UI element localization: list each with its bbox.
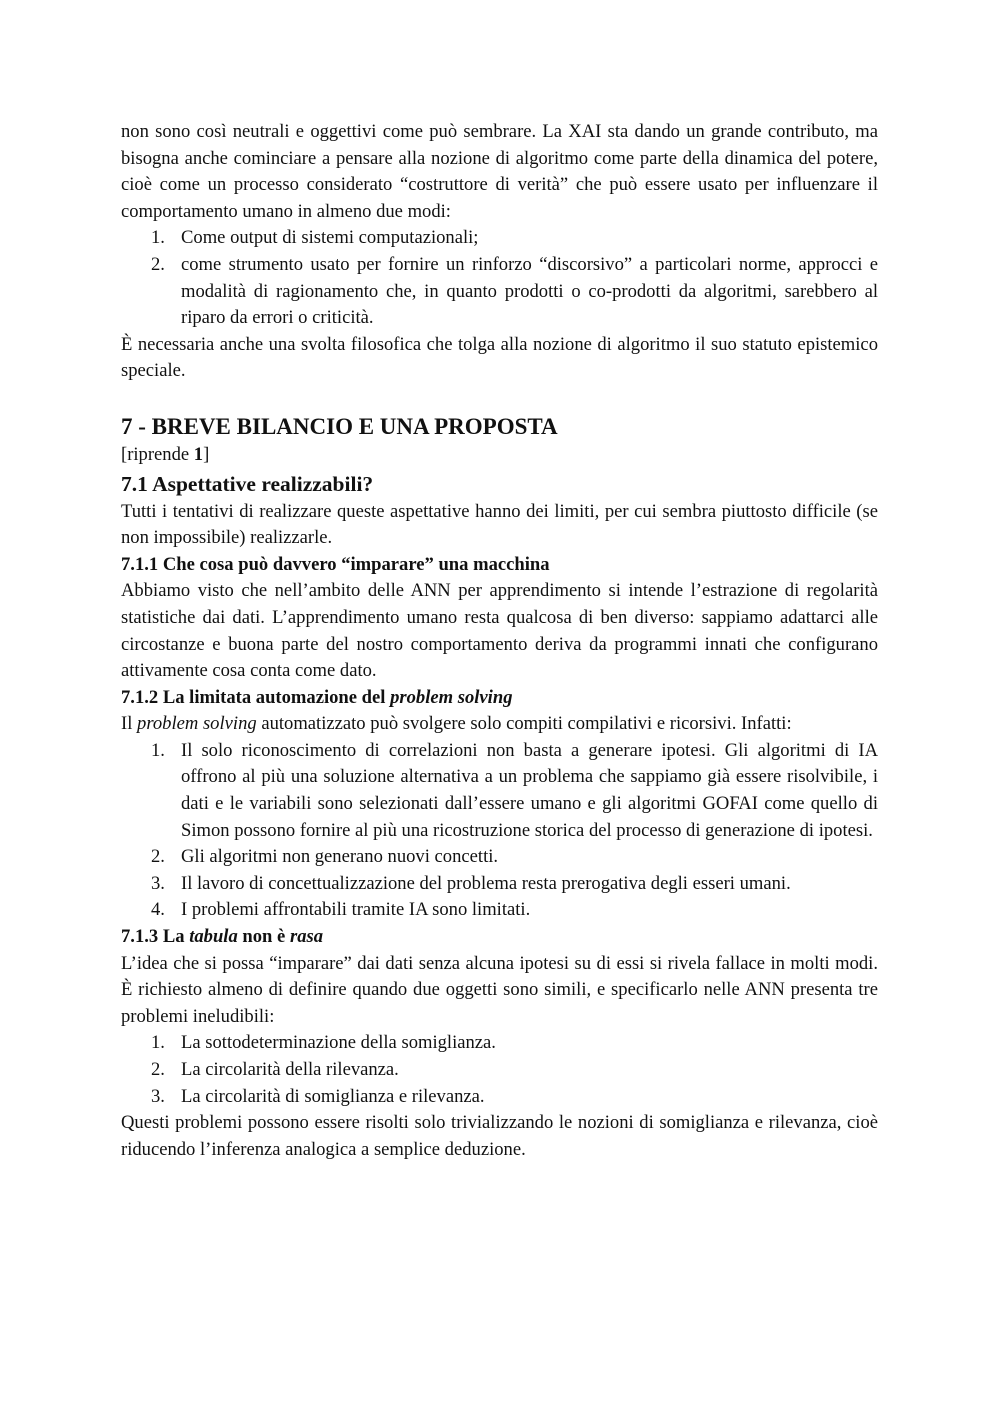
heading-italic-text: tabula bbox=[189, 926, 238, 948]
section-7-heading: 7 - BREVE BILANCIO E UNA PROPOSTA bbox=[121, 413, 558, 439]
intro-prefix: Il bbox=[121, 713, 138, 735]
list-text: come strumento usato per fornire un rinforzo “discorsivo” a particolari norme, approcci e modalità di ragionamento che, in quanto prodotti o co-prodotti da algoritmi, sarebbero al riparo da errori o criticità. bbox=[181, 253, 878, 329]
section-7-1-3-closing: Questi problemi possono essere risolti solo trivializzando le nozioni di somiglianza e rilevanza, cioè riducendo l’inferenza analogica a semplice deduzione. bbox=[121, 1112, 878, 1160]
page-content bbox=[121, 119, 878, 1163]
section-7-reference bbox=[121, 442, 878, 469]
list-item bbox=[121, 252, 878, 332]
list-text: La sottodeterminazione della somiglianza. bbox=[181, 1032, 496, 1054]
heading-italic-text: rasa bbox=[289, 926, 324, 948]
list-number: 4. bbox=[151, 899, 165, 921]
list-text: Il solo riconoscimento di correlazioni non basta a generare ipotesi. Gli algoritmi di IA offrono al più una soluzione alternativa a un problema che sappiamo già essere risolvibile, i dati e le variabili sono selezionati dall’essere umano e gli algoritmi GOFAI come quello di Simon possono fornire al più una ricostruzione storica del processo di generazione di ipotesi. bbox=[181, 739, 878, 841]
section-7-1-3-paragraph: L’idea che si possa “imparare” dai dati senza alcuna ipotesi su di essi si rivela fallace in molti modi. È richiesto almeno di definire quando due oggetti sono simili, e specificarlo nelle ANN presenta tre problemi ineludibili: bbox=[121, 952, 878, 1027]
reference-prefix: [riprende bbox=[121, 443, 194, 465]
section-7-1-3-heading bbox=[121, 924, 878, 951]
list-text: Come output di sistemi computazionali; bbox=[181, 227, 479, 249]
list-item bbox=[121, 1057, 878, 1084]
intro-list bbox=[121, 225, 878, 331]
reference-suffix: ] bbox=[203, 443, 210, 465]
list-number: 3. bbox=[151, 1085, 165, 1107]
section-7-1-heading: 7.1 Aspettative realizzabili? bbox=[121, 471, 374, 496]
section-7-1-paragraph: Tutti i tentativi di realizzare queste aspettative hanno dei limiti, per cui sembra piuttosto difficile (se non impossibile) realizzarle. bbox=[121, 500, 878, 549]
list-text: Gli algoritmi non generano nuovi concetti. bbox=[181, 846, 499, 868]
heading-text: non è bbox=[237, 926, 290, 948]
list-item bbox=[121, 1030, 878, 1057]
intro-italic: problem solving bbox=[137, 713, 257, 735]
heading-text: 7.1.2 La limitata automazione del bbox=[121, 686, 391, 708]
section-7-1-2-heading bbox=[121, 685, 878, 712]
intro-paragraph: non sono così neutrali e oggettivi come può sembrare. La XAI sta dando un grande contributo, ma bisogna anche cominciare a pensare alla nozione di algoritmo come parte della dinamica del potere, cioè come un processo considerato “costruttore di verità” che può essere usato per influenzare il comportamento umano in almeno due modi: bbox=[121, 121, 878, 222]
list-text: La circolarità della rilevanza. bbox=[181, 1059, 399, 1080]
intro-closing: È necessaria anche una svolta filosofica che tolga alla nozione di algoritmo il suo statuto epistemico speciale. bbox=[121, 333, 878, 382]
list-item bbox=[121, 1084, 878, 1111]
list-item bbox=[121, 871, 878, 898]
heading-italic-text: problem solving bbox=[390, 686, 513, 708]
list-number: 3. bbox=[151, 872, 165, 894]
list-number: 1. bbox=[151, 739, 165, 761]
section-7-1-2-intro bbox=[121, 711, 878, 738]
list-item bbox=[121, 225, 878, 252]
list-number: 2. bbox=[151, 1059, 165, 1080]
heading-text: 7.1.3 La bbox=[121, 926, 190, 948]
intro-suffix: automatizzato può svolgere solo compiti compilativi e ricorsivi. Infatti: bbox=[256, 713, 792, 735]
list-number: 2. bbox=[151, 846, 165, 868]
section-7-1-1-paragraph: Abbiamo visto che nell’ambito delle ANN per apprendimento si intende l’estrazione di regolarità statistiche dai dati. L’apprendimento umano resta qualcosa di ben diverso: sappiamo adattarci alle circostanze e buona parte del nostro comportamento deriva da programmi innati che configurano attivamente cosa conta come dato. bbox=[121, 580, 878, 682]
section-7-1-3-list bbox=[121, 1030, 878, 1110]
list-number: 1. bbox=[151, 1032, 165, 1054]
list-number: 2. bbox=[151, 253, 165, 275]
list-number: 1. bbox=[151, 227, 165, 249]
list-text: I problemi affrontabili tramite IA sono limitati. bbox=[181, 899, 531, 921]
reference-number: 1 bbox=[193, 443, 204, 465]
list-item bbox=[121, 738, 878, 844]
list-text: Il lavoro di concettualizzazione del problema resta prerogativa degli esseri umani. bbox=[181, 872, 791, 894]
section-7-1-1-heading: 7.1.1 Che cosa può davvero “imparare” una macchina bbox=[121, 553, 550, 575]
list-item bbox=[121, 844, 878, 871]
list-text: La circolarità di somiglianza e rilevanza. bbox=[181, 1085, 485, 1107]
list-item bbox=[121, 897, 878, 924]
section-7-1-2-list bbox=[121, 738, 878, 924]
